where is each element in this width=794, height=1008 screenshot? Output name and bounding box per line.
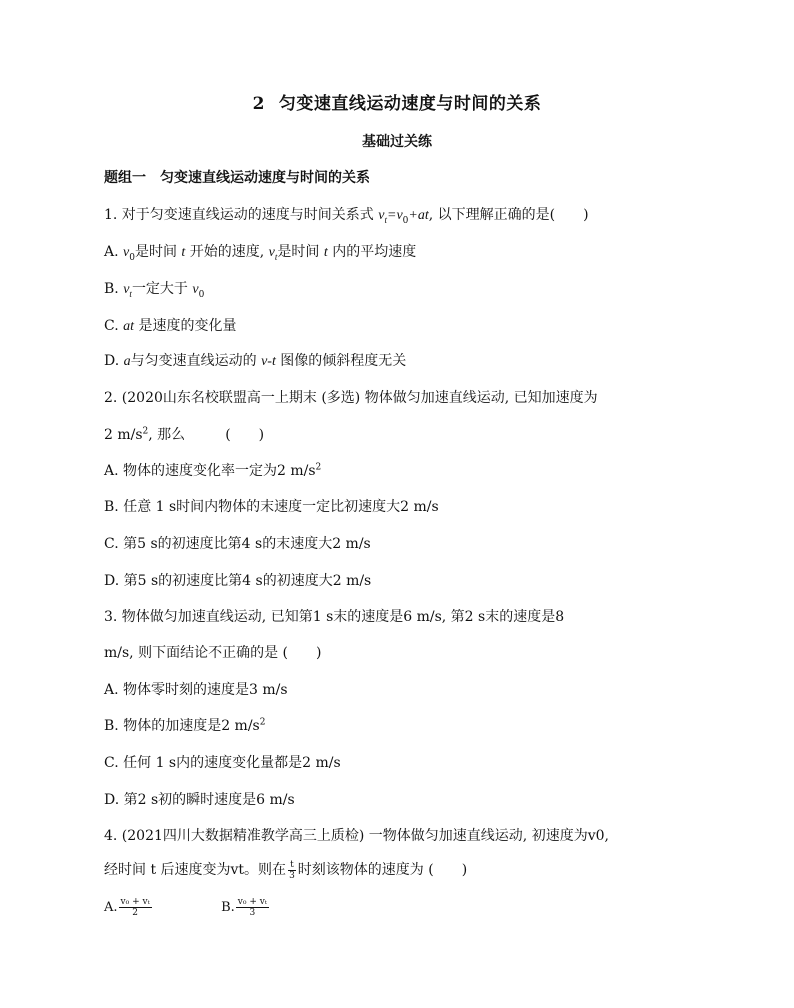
q1a-text-1: 是时间 — [134, 244, 182, 260]
q1-formula-v: v — [378, 208, 385, 223]
q4a-den: 2 — [132, 908, 139, 918]
q1b-vt: v — [123, 282, 130, 297]
q1b-text: 一定大于 — [131, 281, 193, 297]
q2-stem-close: ) — [258, 427, 265, 443]
section-title-text: 匀变速直线运动速度与时间的关系 — [278, 94, 542, 114]
question-3-stem-line-2 — [104, 642, 321, 662]
question-4-stem-line-2 — [104, 859, 467, 881]
q1d-text-1: 与匀变速直线运动的 — [130, 353, 262, 369]
q4-stem-fraction — [287, 860, 297, 881]
q1-formula-plus: +at — [408, 208, 429, 223]
q1-stem-text: 1. 对于匀变速直线运动的速度与时间关系式 — [104, 207, 379, 223]
group-heading — [104, 167, 370, 187]
q1-formula-sub-0: 0 — [402, 215, 409, 226]
q3-stem-close: ) — [316, 645, 322, 661]
question-1-option-d — [104, 350, 406, 370]
question-2-option-c: C. 第5 s的初速度比第4 s的末速度大2 m/s — [104, 536, 371, 552]
page-subtitle: 基础过关练 — [362, 134, 432, 150]
question-4-stem-line-1: 4. (2021四川大数据精准教学高三上质检) 一物体做匀加速直线运动, 初速度为v0, — [104, 828, 609, 844]
question-3-option-d: D. 第2 s初的瞬时速度是6 m/s — [104, 792, 295, 808]
q2-stem-accel: 2 m/s — [104, 427, 143, 443]
q1-formula-sub-t: t — [384, 214, 387, 225]
q1d-text-2: 图像的倾斜程度无关 — [275, 353, 407, 369]
q1a-v0: v — [123, 245, 130, 260]
q1a-text-2: 开始的速度, — [185, 244, 269, 260]
question-2-option-b: B. 任意 1 s时间内物体的末速度一定比初速度大2 m/s — [104, 499, 439, 515]
question-2-stem-line-2 — [104, 424, 264, 444]
q1c-at: at — [123, 319, 135, 334]
q1-formula-eq: =v — [387, 208, 403, 223]
q1b-v0-sub: 0 — [198, 289, 205, 300]
q1a-vt: v — [268, 245, 275, 260]
q1a-v0-sub: 0 — [129, 252, 135, 263]
q4b-fraction — [236, 897, 269, 918]
q1a-t2: t — [323, 245, 328, 260]
q1d-vt: v-t — [261, 354, 276, 369]
q1c-text: 是速度的变化量 — [134, 318, 237, 334]
q4-stem-text: 经时间 t 后速度变为vt。则在 — [104, 862, 287, 878]
q2a-text: A. 物体的速度变化率一定为2 m/s — [104, 463, 316, 479]
q3b-text: B. 物体的加速度是2 m/s — [104, 718, 260, 734]
q2-stem-open: ( — [225, 427, 231, 443]
q1-stem-close: ) — [583, 207, 589, 223]
q2a-sup: 2 — [315, 462, 322, 473]
q1a-label: A. — [104, 244, 124, 260]
q1d-label: D. — [104, 353, 124, 369]
section-number: 2 — [252, 94, 265, 114]
q3-stem-text: m/s, 则下面结论不正确的是 ( — [104, 645, 288, 661]
q1d-a: a — [123, 354, 131, 369]
q1b-vt-sub: t — [129, 288, 132, 299]
q4a-fraction — [119, 897, 152, 918]
q4a-num: v₀ + vₜ — [120, 897, 150, 907]
question-1-option-b — [104, 278, 204, 300]
question-4-option-a — [104, 897, 153, 918]
question-3-option-b — [104, 715, 265, 735]
page-title — [0, 89, 794, 114]
q4a-label: A. — [104, 900, 118, 915]
question-4-options — [104, 897, 270, 918]
q4b-den: 3 — [249, 908, 256, 918]
q2-stem-sup: 2 — [142, 426, 149, 437]
q1a-text-3: 是时间 — [277, 244, 324, 260]
question-2-option-a — [104, 460, 321, 480]
q4-stem-close: ) — [461, 862, 468, 878]
q1b-label: B. — [104, 281, 124, 297]
question-1-option-c — [104, 315, 236, 335]
q1a-vt-sub: t — [274, 251, 278, 262]
question-1-option-a — [104, 241, 416, 263]
q4-frac-num: t — [290, 859, 294, 870]
q1b-v0: v — [192, 282, 199, 297]
question-3-option-a: A. 物体零时刻的速度是3 m/s — [104, 682, 288, 698]
q4b-num: v₀ + vₜ — [237, 897, 268, 907]
question-1-stem — [104, 204, 589, 226]
q1a-text-4: 内的平均速度 — [327, 244, 417, 260]
question-3-stem-line-1: 3. 物体做匀加速直线运动, 已知第1 s末的速度是6 m/s, 第2 s末的速度是8 — [104, 609, 565, 625]
group-text: 匀变速直线运动速度与时间的关系 — [160, 170, 370, 186]
q4-frac-den: 3 — [289, 870, 295, 881]
question-3-option-c: C. 任何 1 s内的速度变化量都是2 m/s — [104, 755, 341, 771]
q1a-t1: t — [181, 245, 186, 260]
question-2-option-d: D. 第5 s的初速度比第4 s的初速度大2 m/s — [104, 573, 372, 589]
group-label: 题组一 — [104, 170, 146, 186]
q4b-label: B. — [221, 900, 235, 915]
q3b-sup: 2 — [259, 717, 266, 728]
question-2-stem-line-1: 2. (2020山东名校联盟高一上期末 (多选) 物体做匀加速直线运动, 已知加速度为 — [104, 390, 598, 406]
q1-stem-tail: , 以下理解正确的是( — [428, 207, 556, 223]
q4-stem-tail: 时刻该物体的速度为 ( — [297, 862, 434, 878]
question-4-option-b — [221, 897, 270, 918]
q2-stem-then: , 那么 — [148, 427, 186, 443]
q1c-label: C. — [104, 318, 124, 334]
